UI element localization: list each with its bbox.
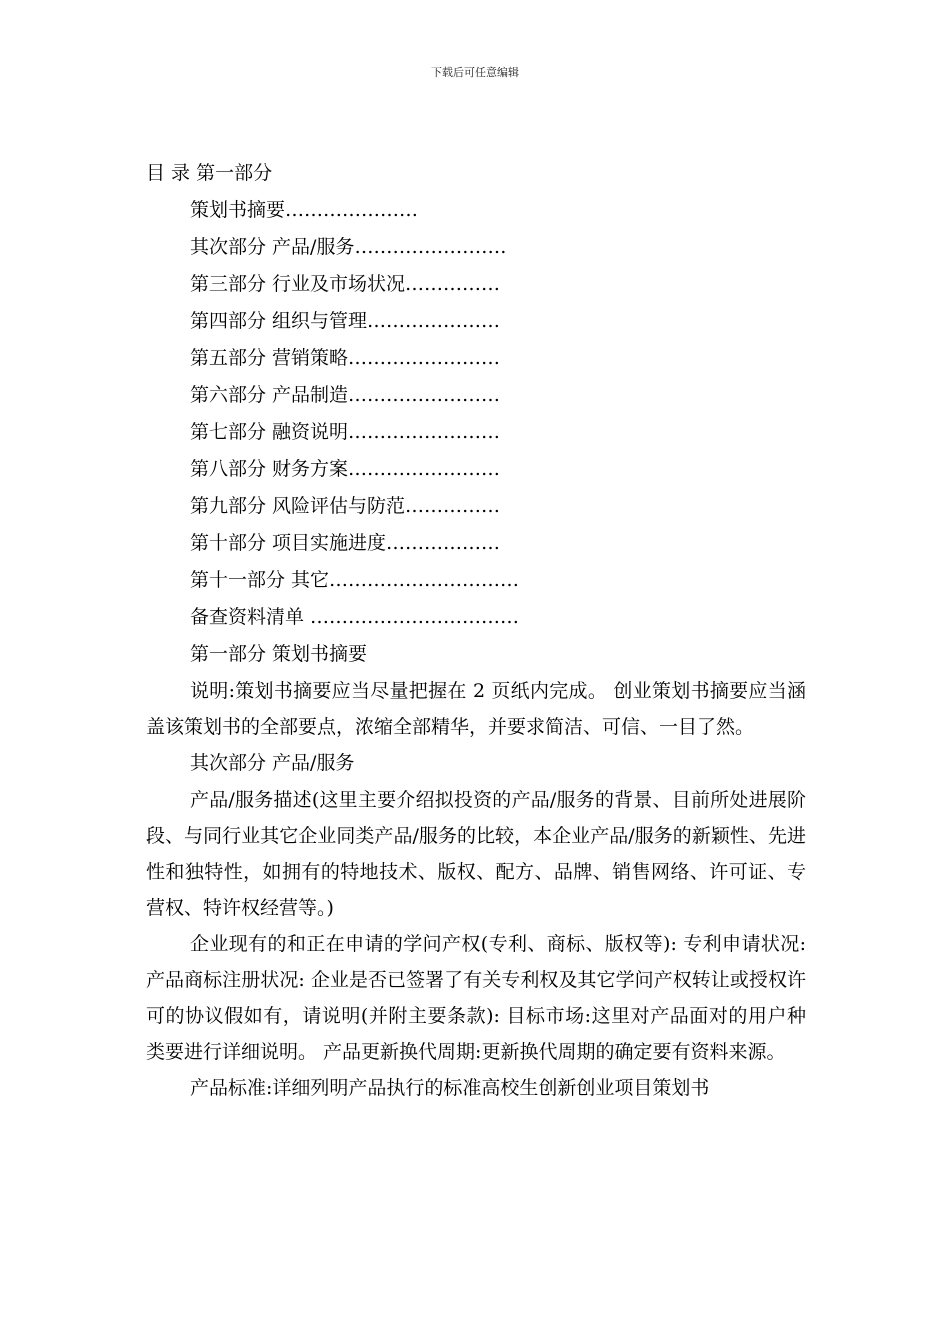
section-paragraph: 产品/服务描述(这里主要介绍拟投资的产品/服务的背景、目前所处进展阶段、与同行业其它企业同类产品/服务的比较，本企业产品/服务的新颖性、先进性和独特性，如拥有的特地技术、版权、配方、品牌、销售网络、许可证、专营权、特许权经营等。) (146, 789, 806, 919)
toc-item-manufacturing[interactable]: 第六部分 产品制造…………………… (190, 384, 501, 406)
toc-item-financing[interactable]: 第七部分 融资说明…………………… (190, 421, 501, 443)
toc-item-marketing[interactable]: 第五部分 营销策略…………………… (190, 347, 501, 369)
section-paragraph: 企业现有的和正在申请的学问产权(专利、商标、版权等): 专利申请状况: 产品商标注册状况: 企业是否已签署了有关专利权及其它学问产权转让或授权许可的协议假如有，请说明(并附主要条款): 目标市场:这里对产品面对的用户种类要进行详细说明。 产品更新换代周期:更新换代周期的确定要有资料来源。 (146, 933, 806, 1063)
toc-item-summary[interactable]: 策划书摘要………………… (190, 199, 419, 221)
toc-item-risk[interactable]: 第九部分 风险评估与防范…………… (190, 495, 501, 517)
page-header: 下载后可任意编辑 (431, 66, 519, 79)
toc-item-other[interactable]: 第十一部分 其它………………………… (190, 569, 520, 591)
document-body (146, 155, 806, 1106)
toc-item-appendix[interactable]: 备查资料清单 …………………………… (190, 606, 520, 628)
toc-item-industry[interactable]: 第三部分 行业及市场状况…………… (190, 273, 501, 295)
toc-item-organization[interactable]: 第四部分 组织与管理………………… (190, 310, 501, 332)
toc-list (146, 192, 806, 636)
toc-item-products[interactable]: 其次部分 产品/服务…………………… (190, 236, 507, 258)
section-paragraph: 产品标准:详细列明产品执行的标准高校生创新创业项目策划书 (190, 1077, 710, 1099)
toc-title: 目 录 第一部分 (146, 162, 273, 184)
section-heading-part1: 第一部分 策划书摘要 (190, 643, 368, 665)
toc-item-schedule[interactable]: 第十部分 项目实施进度……………… (190, 532, 501, 554)
toc-item-financial-plan[interactable]: 第八部分 财务方案…………………… (190, 458, 501, 480)
section-heading-part2: 其次部分 产品/服务 (190, 752, 355, 774)
section-paragraph: 说明:策划书摘要应当尽量把握在 2 页纸内完成。 创业策划书摘要应当涵盖该策划书的全部要点，浓缩全部精华，并要求简洁、可信、一目了然。 (146, 680, 806, 738)
